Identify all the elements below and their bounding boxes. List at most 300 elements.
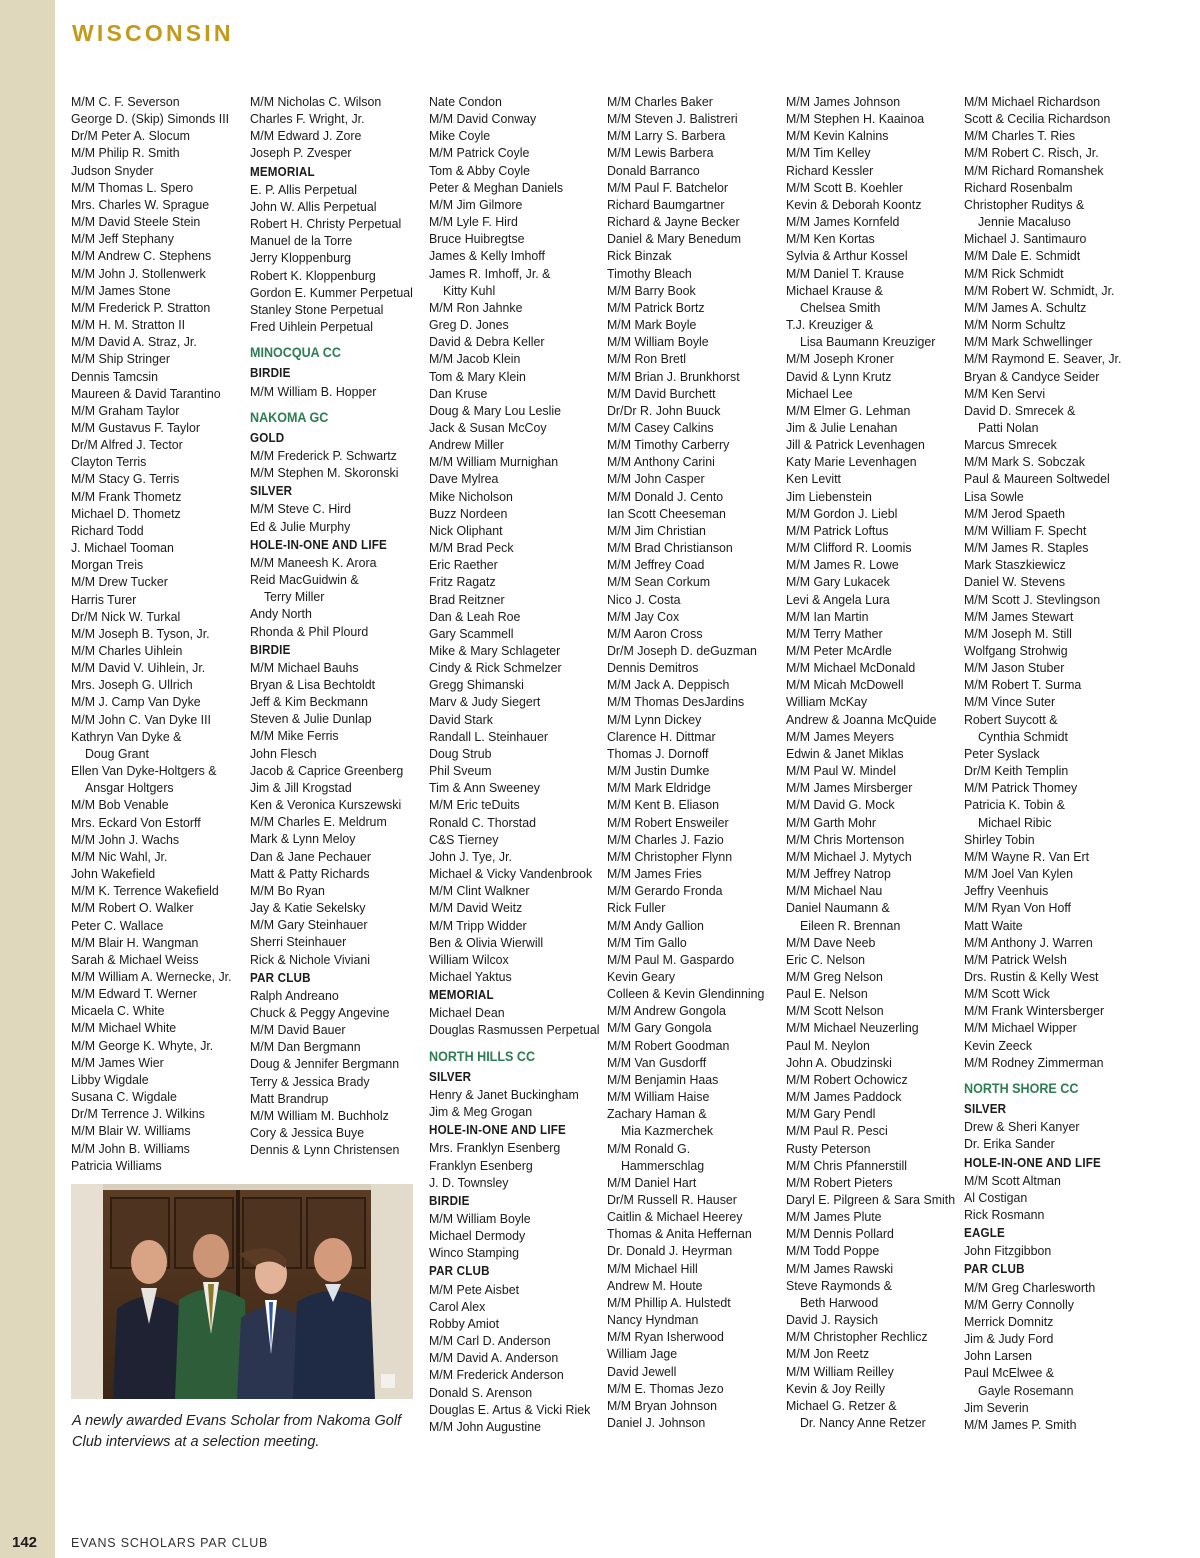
donor-name: M/M Michael Nau: [786, 883, 883, 899]
donor-name: M/M Elmer G. Lehman: [786, 402, 911, 418]
donor-name: Matt & Patty Richards: [250, 865, 370, 881]
donor-name: M/M Robert Goodman: [607, 1037, 730, 1053]
donor-name: M/M William Murnighan: [429, 454, 559, 470]
donor-name: M/M David G. Mock: [786, 797, 895, 813]
donor-name: M/M Benjamin Haas: [607, 1071, 719, 1087]
donor-name: M/M William Boyle: [429, 1211, 531, 1226]
donor-name: Dr/M Nick W. Turkal: [71, 608, 181, 624]
donor-name: Carol Alex: [429, 1298, 486, 1314]
donor-name: M/M Rick Schmidt: [964, 265, 1064, 281]
donor-name: M/M James R. Staples: [964, 540, 1089, 556]
giving-level-heading: MEMORIAL: [429, 988, 494, 1003]
donor-name: Rick Rosmann: [964, 1207, 1045, 1222]
donor-name: M/M Chris Pfannerstill: [786, 1157, 907, 1173]
donor-name: M/M Ian Martin: [786, 608, 869, 624]
donor-name: M/M Ship Stringer: [71, 351, 170, 367]
giving-level-heading: BIRDIE: [429, 1193, 470, 1208]
donor-name: Patricia K. Tobin &: [964, 797, 1065, 813]
donor-name: David & Debra Keller: [429, 334, 545, 350]
donor-name: M/M J. Camp Van Dyke: [71, 694, 201, 710]
donor-name: M/M Blair W. Williams: [71, 1123, 191, 1139]
donor-column-2: [250, 93, 413, 1158]
donor-name: John W. Allis Perpetual: [250, 198, 377, 214]
donor-name: M/M Mark S. Sobczak: [964, 454, 1085, 470]
donor-name: M/M Terry Mather: [786, 625, 883, 641]
donor-name: Daniel & Mary Benedum: [607, 231, 742, 247]
donor-name: Gary Scammell: [429, 625, 514, 641]
donor-name-continued: Jennie Macaluso: [977, 214, 1071, 230]
donor-name: Dr/M Russell R. Hauser: [607, 1192, 737, 1207]
giving-level-heading: PAR CLUB: [964, 1262, 1025, 1277]
donor-name: M/M Ryan Isherwood: [607, 1329, 724, 1345]
donor-name: M/M Joseph Kroner: [786, 351, 894, 367]
donor-name: Clayton Terris: [71, 454, 147, 470]
donor-name: M/M Robert Ochowicz: [786, 1071, 908, 1087]
donor-name: M/M James Stone: [71, 282, 171, 298]
donor-name: M/M David Conway: [429, 111, 537, 127]
donor-name: Cory & Jessica Buye: [250, 1125, 365, 1141]
donor-name: M/M Gerry Connolly: [964, 1296, 1074, 1312]
donor-name: Michael D. Thometz: [71, 505, 181, 521]
donor-name: M/M Brad Peck: [429, 540, 514, 556]
donor-name: M/M James Mirsberger: [786, 780, 913, 796]
donor-name: Libby Wigdale: [71, 1071, 149, 1087]
donor-name: M/M Dale E. Schmidt: [964, 248, 1081, 264]
donor-name: M/M Jerod Spaeth: [964, 505, 1066, 521]
donor-name: M/M Steven J. Balistreri: [607, 111, 738, 127]
donor-name: Michael & Vicky Vandenbrook: [429, 866, 593, 882]
club-heading: NAKOMA GC: [250, 409, 329, 425]
donor-name: M/M Garth Mohr: [786, 814, 877, 830]
donor-name: M/M Pete Aisbet: [429, 1281, 520, 1297]
donor-name: M/M David Steele Stein: [71, 214, 201, 230]
donor-name: M/M Scott Nelson: [786, 1003, 884, 1019]
donor-name: M/M James P. Smith: [964, 1416, 1077, 1432]
donor-name: M/M Peter McArdle: [786, 643, 892, 658]
donor-name: Dr/M Keith Templin: [964, 763, 1069, 779]
giving-level-heading: BIRDIE: [250, 366, 291, 381]
donor-name: M/M Paul F. Batchelor: [607, 179, 728, 195]
donor-name: David Stark: [429, 711, 493, 727]
donor-name: Richard Baumgartner: [607, 196, 725, 212]
giving-level-heading: PAR CLUB: [250, 970, 311, 985]
donor-name: Jim & Judy Ford: [964, 1331, 1054, 1347]
donor-name: M/M Tripp Widder: [429, 917, 527, 933]
donor-name: Rick Binzak: [607, 248, 672, 264]
donor-name: David D. Smrecek &: [964, 402, 1076, 418]
donor-name: M/M John C. Van Dyke III: [71, 711, 211, 727]
donor-name: Dennis Demitros: [607, 660, 699, 676]
donor-name: M/M Charles J. Fazio: [607, 831, 724, 847]
donor-name: George D. (Skip) Simonds III: [71, 111, 230, 127]
donor-name-continued: Terry Miller: [263, 589, 325, 605]
donor-name: Michael Yaktus: [429, 968, 512, 984]
donor-name: Fred Uihlein Perpetual: [250, 319, 374, 335]
donor-name: Paul & Maureen Soltwedel: [964, 471, 1110, 487]
donor-name: M/M Mark Eldridge: [607, 780, 711, 796]
donor-name: M/M Stephen H. Kaainoa: [786, 111, 925, 127]
donor-name: M/M William Haise: [607, 1089, 710, 1105]
donor-name: M/M Edward T. Werner: [71, 986, 197, 1002]
donor-name: M/M Robert O. Walker: [71, 900, 194, 916]
donor-name: Kathryn Van Dyke &: [71, 728, 182, 744]
donor-name: Sylvia & Arthur Kossel: [786, 248, 908, 264]
donor-name: Michael Lee: [786, 385, 853, 401]
donor-name: Chuck & Peggy Angevine: [250, 1004, 390, 1020]
donor-name: M/M Kent B. Eliason: [607, 797, 720, 813]
donor-name: Robert H. Christy Perpetual: [250, 216, 402, 232]
donor-name: C&S Tierney: [429, 831, 499, 847]
donor-name: John Larsen: [964, 1348, 1033, 1364]
donor-name: M/M Frederick P. Stratton: [71, 299, 211, 315]
donor-column-5: [786, 93, 955, 1431]
donor-name: Daryl E. Pilgreen & Sara Smith: [786, 1192, 956, 1207]
donor-name: Douglas E. Artus & Vicki Riek: [429, 1401, 591, 1417]
donor-name: M/M Aaron Cross: [607, 625, 703, 641]
donor-name: Daniel W. Stevens: [964, 574, 1066, 590]
donor-name: Thomas J. Dornoff: [607, 745, 709, 761]
donor-name: M/M Andrew Gongola: [607, 1003, 726, 1019]
donor-name: Jill & Patrick Levenhagen: [786, 437, 925, 453]
donor-column-3: [429, 93, 599, 1435]
donor-name: M/M Dave Neeb: [786, 934, 876, 950]
giving-level-heading: SILVER: [250, 484, 293, 499]
donor-name: M/M William M. Buchholz: [250, 1107, 389, 1123]
donor-name: M/M Chris Mortenson: [786, 831, 905, 847]
donor-name: Matt Brandrup: [250, 1090, 329, 1106]
donor-name: Dr. Erika Sander: [964, 1136, 1055, 1152]
donor-name: Caitlin & Michael Heerey: [607, 1209, 743, 1225]
donor-name: Jack & Susan McCoy: [429, 419, 547, 435]
donor-name: M/M Paul M. Gaspardo: [607, 951, 735, 967]
donor-name-continued: Hammerschlag: [620, 1157, 705, 1173]
donor-name: Winco Stamping: [429, 1245, 520, 1261]
donor-name: Robert Suycott &: [964, 711, 1058, 727]
donor-name: Marv & Judy Siegert: [429, 694, 541, 710]
donor-name: M/M Casey Calkins: [607, 419, 714, 435]
donor-name: Mrs. Eckard Von Estorff: [71, 814, 201, 830]
donor-name: Ronald C. Thorstad: [429, 814, 537, 830]
donor-name: M/M Todd Poppe: [786, 1243, 880, 1259]
donor-name: M/M Gary Gongola: [607, 1020, 712, 1036]
donor-name: M/M Blair H. Wangman: [71, 934, 199, 950]
donor-name: Harris Turer: [71, 591, 137, 607]
donor-name: M/M Bob Venable: [71, 797, 169, 813]
donor-name: Mrs. Franklyn Esenberg: [429, 1140, 561, 1156]
donor-name: Phil Sveum: [429, 763, 492, 779]
donor-name: M/M Dennis Pollard: [786, 1226, 894, 1242]
donor-name: M/M Charles Baker: [607, 94, 713, 109]
donor-name: Tim & Ann Sweeney: [429, 780, 540, 796]
donor-name: Drew & Sheri Kanyer: [964, 1119, 1080, 1135]
donor-name: Levi & Angela Lura: [786, 591, 890, 607]
donor-name: M/M Anthony J. Warren: [964, 934, 1093, 950]
donor-name: Ken & Veronica Kurszewski: [250, 797, 402, 813]
donor-name: Drs. Rustin & Kelly West: [964, 968, 1099, 984]
donor-name: M/M Mike Ferris: [250, 728, 339, 744]
donor-name-continued: Beth Harwood: [799, 1294, 879, 1310]
donor-name: John Wakefield: [71, 866, 156, 882]
giving-level-heading: EAGLE: [964, 1226, 1005, 1241]
donor-name: M/M Gary Steinhauer: [250, 917, 368, 933]
donor-name: James & Kelly Imhoff: [429, 248, 545, 264]
donor-name: Richard Todd: [71, 522, 144, 538]
donor-name: M/M Greg Nelson: [786, 968, 883, 984]
donor-name: Marcus Smrecek: [964, 437, 1057, 453]
donor-name: M/M Charles E. Meldrum: [250, 814, 387, 830]
donor-name-continued: Kitty Kuhl: [442, 282, 496, 298]
donor-name: Tom & Mary Klein: [429, 368, 526, 384]
donor-name: Robert K. Kloppenburg: [250, 267, 376, 283]
donor-name: Michael Dean: [429, 1005, 505, 1021]
donor-name: M/M Ron Jahnke: [429, 299, 523, 315]
donor-name: John J. Tye, Jr.: [429, 848, 512, 864]
donor-name: Dennis & Lynn Christensen: [250, 1142, 400, 1158]
donor-name: M/M Bo Ryan: [250, 882, 325, 898]
donor-name: M/M Jim Gilmore: [429, 196, 523, 212]
donor-name-continued: Dr. Nancy Anne Retzer: [799, 1415, 926, 1431]
donor-name: M/M James R. Lowe: [786, 557, 899, 573]
donor-name: Bryan & Candyce Seider: [964, 368, 1100, 384]
donor-name: Dennis Tamcsin: [71, 368, 159, 384]
donor-name: M/M Drew Tucker: [71, 574, 168, 590]
donor-name: John Flesch: [250, 745, 317, 761]
donor-name: M/M Robert C. Risch, Jr.: [964, 145, 1099, 161]
donor-name: M/M Joel Van Kylen: [964, 866, 1074, 882]
donor-name: Kevin Geary: [607, 968, 676, 984]
donor-name: M/M Patrick Coyle: [429, 145, 530, 161]
donor-name: Mrs. Joseph G. Ullrich: [71, 677, 193, 693]
donor-name: Michael G. Retzer &: [786, 1397, 897, 1413]
donor-name: M/M Robert W. Schmidt, Jr.: [964, 282, 1115, 298]
donor-name: Kevin & Deborah Koontz: [786, 196, 922, 212]
donor-name: Matt Waite: [964, 917, 1023, 933]
donor-name: M/M K. Terrence Wakefield: [71, 883, 219, 899]
donor-name: Doug Strub: [429, 745, 492, 761]
donor-name: Scott & Cecilia Richardson: [964, 111, 1111, 127]
donor-name: M/M Ken Servi: [964, 385, 1046, 401]
donor-name: Wolfgang Strohwig: [964, 643, 1068, 658]
donor-name: Bryan & Lisa Bechtoldt: [250, 677, 376, 692]
donor-name: M/M James Kornfeld: [786, 214, 900, 230]
donor-name: M/M Micah McDowell: [786, 677, 904, 693]
donor-name: Doug & Jennifer Bergmann: [250, 1056, 400, 1072]
donor-name: Jeff & Kim Beckmann: [250, 694, 368, 710]
donor-name: M/M Charles T. Ries: [964, 128, 1076, 144]
donor-name: E. P. Allis Perpetual: [250, 181, 358, 197]
donor-name: Donald S. Arenson: [429, 1384, 533, 1400]
donor-name: M/M H. M. Stratton II: [71, 317, 186, 333]
donor-name: Mike Nicholson: [429, 488, 513, 504]
donor-name: Michael Dermody: [429, 1228, 526, 1244]
donor-name: Dr. Donald J. Heyrman: [607, 1243, 733, 1259]
donor-name: M/M Andy Gallion: [607, 917, 704, 933]
donor-name: Terry & Jessica Brady: [250, 1073, 370, 1089]
donor-name: M/M Anthony Carini: [607, 454, 715, 470]
donor-name: Ken Levitt: [786, 471, 842, 487]
donor-name: M/M John J. Wachs: [71, 831, 180, 847]
donor-name: Douglas Rasmussen Perpetual: [429, 1022, 600, 1038]
donor-name: Rick & Nichole Viviani: [250, 951, 371, 967]
donor-name-continued: Lisa Baumann Kreuziger: [799, 334, 936, 350]
donor-name: Peter C. Wallace: [71, 917, 164, 933]
club-heading: MINOCQUA CC: [250, 345, 341, 361]
donor-name: M/M David V. Uihlein, Jr.: [71, 660, 206, 676]
donor-name: M/M Clint Walkner: [429, 883, 530, 899]
donor-name: M/M Justin Dumke: [607, 763, 710, 779]
donor-name: M/M Scott J. Stevlingson: [964, 591, 1101, 607]
donor-name: Rhonda & Phil Plourd: [250, 623, 369, 639]
donor-name: Mark Staszkiewicz: [964, 557, 1066, 573]
donor-name: Nancy Hyndman: [607, 1312, 699, 1328]
donor-name: M/M Jacob Klein: [429, 351, 521, 367]
donor-name: Michael Krause &: [786, 282, 883, 298]
donor-name: Randall L. Steinhauer: [429, 728, 548, 744]
donor-column-6: [964, 93, 1121, 1433]
donor-name: Robby Amiot: [429, 1315, 500, 1331]
donor-name: M/M Lynn Dickey: [607, 711, 702, 727]
donor-name: Donald Barranco: [607, 162, 700, 178]
donor-name: Franklyn Esenberg: [429, 1157, 533, 1173]
donor-name: Al Costigan: [964, 1189, 1028, 1205]
donor-name: Jim Severin: [964, 1399, 1029, 1415]
donor-name: M/M Nicholas C. Wilson: [250, 94, 382, 109]
donor-name-continued: Michael Ribic: [977, 814, 1052, 830]
donor-name: Andrew M. Houte: [607, 1277, 703, 1293]
donor-column-1: [71, 93, 232, 1174]
club-heading: NORTH SHORE CC: [964, 1080, 1079, 1096]
donor-name: Mark & Lynn Meloy: [250, 831, 356, 847]
donor-name: M/M Van Gusdorff: [607, 1054, 707, 1070]
donor-name: Andrew Miller: [429, 437, 504, 453]
donor-name: Eric Raether: [429, 557, 498, 573]
donor-name: M/M Gary Pendl: [786, 1106, 876, 1122]
donor-name: Richard Rosenbalm: [964, 179, 1073, 195]
donor-name-continued: Mia Kazmerchek: [620, 1123, 714, 1139]
donor-name: M/M Steve C. Hird: [250, 501, 352, 517]
donor-name: M/M Bryan Johnson: [607, 1397, 717, 1413]
donor-name: Merrick Domnitz: [964, 1313, 1054, 1329]
donor-name: M/M Maneesh K. Arora: [250, 554, 377, 570]
donor-name: M/M Gordon J. Liebl: [786, 505, 898, 521]
donor-name: M/M Eric teDuits: [429, 797, 520, 813]
donor-name: M/M Brian J. Brunkhorst: [607, 368, 740, 384]
donor-name: M/M Christopher Rechlicz: [786, 1329, 928, 1345]
donor-name: Dr/M Terrence J. Wilkins: [71, 1106, 205, 1122]
donor-name: M/M Frederick P. Schwartz: [250, 447, 397, 463]
donor-name: Timothy Bleach: [607, 265, 692, 281]
giving-level-heading: MEMORIAL: [250, 164, 315, 179]
donor-name: Greg D. Jones: [429, 317, 509, 333]
donor-name: Sarah & Michael Weiss: [71, 951, 199, 967]
giving-level-heading: HOLE-IN-ONE AND LIFE: [250, 537, 387, 552]
donor-name: Thomas & Anita Heffernan: [607, 1226, 752, 1242]
scholar-photo: [71, 1184, 413, 1399]
donor-name: M/M E. Thomas Jezo: [607, 1380, 724, 1396]
donor-name: M/M Robert Ensweiler: [607, 814, 729, 830]
donor-name: Daniel J. Johnson: [607, 1415, 706, 1431]
donor-name: M/M Ken Kortas: [786, 231, 875, 247]
donor-name: Peter Syslack: [964, 745, 1040, 761]
donor-name: Steve Raymonds &: [786, 1277, 892, 1293]
donor-name: M/M Scott B. Koehler: [786, 179, 903, 195]
donor-name: Doug & Mary Lou Leslie: [429, 402, 561, 418]
donor-name: Clarence H. Dittmar: [607, 728, 716, 744]
donor-name: Ralph Andreano: [250, 987, 339, 1003]
donor-name: M/M William A. Wernecke, Jr.: [71, 968, 232, 984]
donor-name: M/M Kevin Kalnins: [786, 128, 889, 144]
donor-name: James R. Imhoff, Jr. &: [429, 265, 551, 281]
donor-name: M/M William B. Hopper: [250, 383, 377, 399]
donor-name: Jim & Julie Lenahan: [786, 419, 898, 435]
donor-name: Jay & Katie Sekelsky: [250, 900, 366, 916]
donor-name: M/M David Bauer: [250, 1022, 346, 1038]
donor-name: M/M James Paddock: [786, 1089, 902, 1105]
donor-name: Bruce Huibregtse: [429, 231, 525, 247]
donor-name: Jim & Jill Krogstad: [250, 779, 352, 795]
donor-name: M/M David Burchett: [607, 385, 716, 401]
donor-name: Tom & Abby Coyle: [429, 162, 531, 178]
donor-name: Ed & Julie Murphy: [250, 518, 351, 534]
donor-name: William Wilcox: [429, 951, 509, 967]
donor-name: M/M Donald J. Cento: [607, 488, 724, 504]
donor-name: M/M Michael Hill: [607, 1260, 698, 1276]
donor-name: Zachary Haman &: [607, 1106, 707, 1122]
donor-name: M/M Paul R. Pesci: [786, 1123, 888, 1139]
donor-name: M/M Ronald G.: [607, 1140, 691, 1156]
donor-name: Dr/M Joseph D. deGuzman: [607, 643, 757, 658]
donor-name: M/M Jason Stuber: [964, 660, 1065, 676]
donor-name: Paul M. Neylon: [786, 1037, 870, 1053]
donor-name: Lisa Sowle: [964, 488, 1024, 504]
donor-name: Ben & Olivia Wierwill: [429, 934, 544, 950]
donor-name: Cindy & Rick Schmelzer: [429, 660, 562, 676]
donor-name-continued: Eileen R. Brennan: [799, 917, 901, 933]
donor-name: M/M Lewis Barbera: [607, 145, 714, 161]
donor-name: M/M James Wier: [71, 1054, 164, 1070]
giving-level-heading: SILVER: [964, 1102, 1007, 1117]
donor-column-4: [607, 93, 764, 1431]
donor-name: M/M Vince Suter: [964, 694, 1056, 710]
donor-name: M/M Ron Bretl: [607, 351, 687, 367]
donor-name: Christopher Ruditys &: [964, 196, 1085, 212]
donor-name: Sherri Steinhauer: [250, 934, 347, 950]
group-photo-illustration: [71, 1184, 413, 1399]
donor-name: M/M Stacy G. Terris: [71, 471, 180, 487]
donor-name: M/M Raymond E. Seaver, Jr.: [964, 351, 1122, 367]
publication-footer: EVANS SCHOLARS PAR CLUB: [71, 1536, 269, 1550]
donor-name: Mike Coyle: [429, 128, 491, 144]
donor-name: M/M Patrick Thomey: [964, 780, 1078, 796]
donor-name: M/M Norm Schultz: [964, 317, 1066, 333]
donor-name: Jerry Kloppenburg: [250, 250, 352, 266]
donor-name: Shirley Tobin: [964, 831, 1035, 847]
donor-name: M/M Dan Bergmann: [250, 1039, 361, 1055]
donor-name: M/M Wayne R. Van Ert: [964, 848, 1090, 864]
donor-name: M/M James Fries: [607, 866, 702, 882]
donor-name: Katy Marie Levenhagen: [786, 454, 917, 470]
donor-name: M/M Michael White: [71, 1020, 177, 1036]
donor-name: Nick Oliphant: [429, 522, 503, 538]
donor-name: M/M Nic Wahl, Jr.: [71, 848, 168, 864]
donor-name: M/M Robert Pieters: [786, 1174, 893, 1190]
donor-name: M/M James Rawski: [786, 1260, 894, 1276]
donor-name: M/M Jon Reetz: [786, 1346, 870, 1362]
donor-name: M/M Brad Christianson: [607, 540, 733, 556]
donor-name: Ian Scott Cheeseman: [607, 505, 726, 521]
donor-name: Buzz Nordeen: [429, 505, 508, 521]
donor-name: Richard & Jayne Becker: [607, 214, 740, 230]
